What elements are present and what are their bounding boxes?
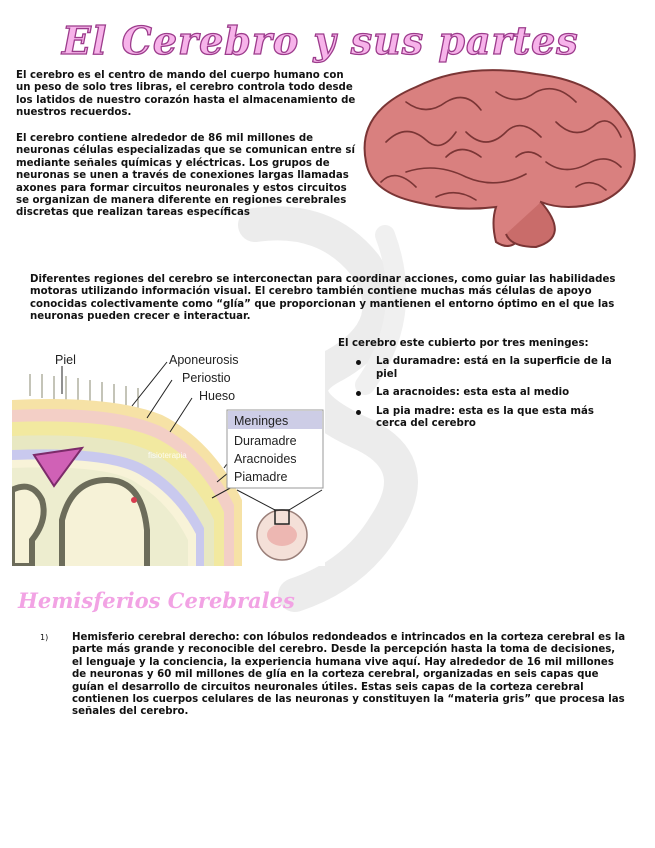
numbered-item — [40, 632, 626, 719]
label-piel: Piel — [55, 353, 76, 367]
intro-paragraph-3: Diferentes regiones del cerebro se interconectan para coordinar acciones, como guiar las habilidades motoras utilizando información visual. El cerebro también contiene muchas más células de apoyo conocidas colectivamente como “glía” que proporcionan y mantienen el entorno óptimo en el que las neuronas pueden crecer e interactuar. — [30, 274, 616, 323]
meninges-section — [338, 338, 628, 436]
label-aracnoides: Aracnoides — [234, 452, 297, 466]
meninges-intro: El cerebro este cubierto por tres meninges: — [338, 338, 589, 349]
list-item: La pia madre: esta es la que esta más cerca del cerebro — [338, 406, 628, 431]
label-piamadre: Piamadre — [234, 470, 288, 484]
item-text: Hemisferio cerebral derecho: con lóbulos redondeados e intrincados en la corteza cerebral es la parte más grande y reconocible del cerebro. Desde la percepción hasta la toma de decisiones, el lenguaje y la conciencia, la experiencia humana vive aquí. Hay alrededor de 16 mil millones de neuronas y 60 mil millones de glía en la corteza cerebral, organizadas en seis capas que guían el desarrollo de circuitos neuronales útiles. Estas seis capas de la corteza cerebral contienen los cuerpos celulares de las neuronas y constituyen la “materia gris” que procesa las señales del cerebro. — [72, 632, 626, 718]
brain-illustration — [346, 62, 646, 252]
label-meninges: Meninges — [234, 414, 289, 428]
meninges-list — [338, 356, 628, 430]
label-hueso: Hueso — [199, 389, 236, 403]
page-title: El Cerebro y sus partes — [62, 18, 579, 63]
section-subtitle: Hemisferios Cerebrales — [18, 588, 295, 613]
intro-paragraph-1: El cerebro es el centro de mando del cuerpo humano con un peso de solo tres libras, el cerebro controla todo desde los latidos de nuestro corazón hasta el almacenamiento de nuestros recuerdos. — [16, 70, 356, 119]
intro-paragraph-2: El cerebro contiene alrededor de 86 mil millones de neuronas células especializadas que se comunican entre sí mediante señales químicas y eléctricas. Los grupos de neuronas se unen a través de conexiones largas llamadas axones para formar circuitos neuronales y estos circuitos se organizan de manera diferente en regiones cerebrales discretas que realizan tareas específicas — [16, 133, 355, 219]
label-periostio: Periostio — [182, 371, 231, 385]
meninges-diagram — [12, 340, 325, 566]
item-number: 1) — [40, 633, 49, 642]
list-item: La duramadre: está en la superficie de la piel — [338, 356, 628, 381]
diagram-watermark-text: fisioterapia — [148, 451, 187, 460]
label-duramadre: Duramadre — [234, 434, 297, 448]
label-aponeurosis: Aponeurosis — [169, 353, 239, 367]
list-item: La aracnoides: esta esta al medio — [338, 387, 628, 399]
